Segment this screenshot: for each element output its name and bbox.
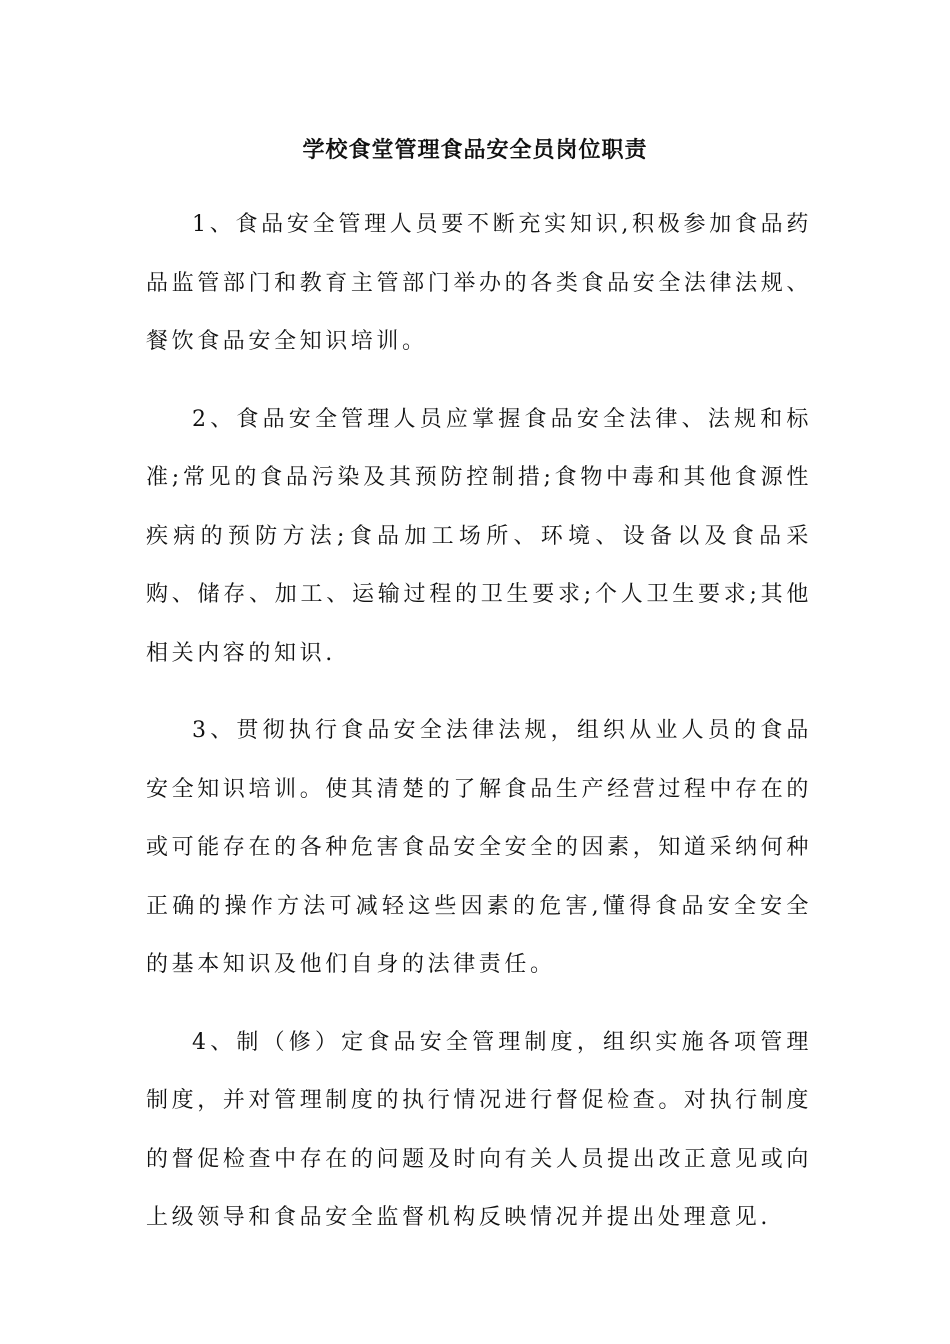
paragraph-3: 3、贯彻执行食品安全法律法规，组织从业人员的食品安全知识培训。使其清楚的了解食品生产经营过程中存在的或可能存在的各种危害食品安全安全的因素，知道采纳何种正确的操作方法可减轻这些因素的危害,懂得食品安全安全的基本知识及他们自身的法律责任。: [146, 718, 812, 977]
paragraph-4: 4、制（修）定食品安全管理制度，组织实施各项管理制度，并对管理制度的执行情况进行督促检查。对执行制度的督促检查中存在的问题及时向有关人员提出改正意见或向上级领导和食品安全监督机构反映情况并提出处理意见.: [146, 1029, 812, 1230]
paragraph-2: 2、食品安全管理人员应掌握食品安全法律、法规和标准;常见的食品污染及其预防控制措;食物中毒和其他食源性疾病的预防方法;食品加工场所、环境、设备以及食品采购、储存、加工、运输过程的卫生要求;个人卫生要求;其他相关内容的知识.: [146, 406, 812, 666]
document-body: [146, 196, 812, 1267]
paragraph-1: 1、食品安全管理人员要不断充实知识,积极参加食品药品监管部门和教育主管部门举办的各类食品安全法律法规、餐饮食品安全知识培训。: [146, 212, 812, 354]
document-title: 学校食堂管理食品安全员岗位职责: [302, 137, 648, 163]
